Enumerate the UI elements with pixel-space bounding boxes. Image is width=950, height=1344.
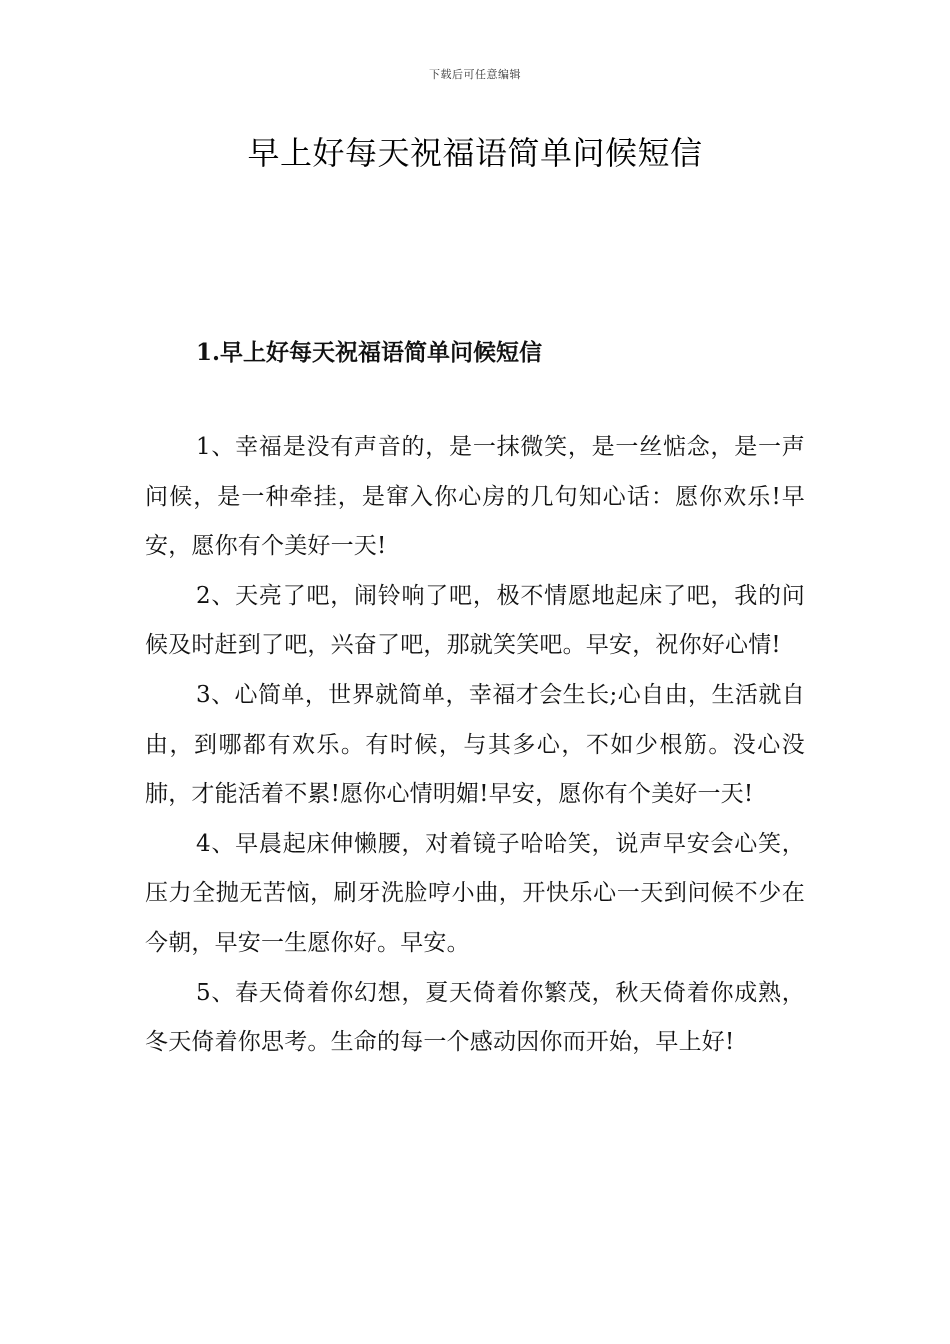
paragraph-1: 1、幸福是没有声音的，是一抹微笑，是一丝惦念，是一声问候，是一种牵挂，是窜入你心房的几句知心话：愿你欢乐!早安，愿你有个美好一天! — [145, 434, 805, 560]
paragraph-4: 4、早晨起床伸懒腰，对着镜子哈哈笑，说声早安会心笑，压力全抛无苦恼，刷牙洗脸哼小曲，开快乐心一天到问候不少在今朝，早安一生愿你好。早安。 — [145, 830, 805, 956]
document-title: 早上好每天祝福语简单问候短信 — [247, 134, 703, 172]
header-note: 下载后可任意编辑 — [429, 68, 521, 81]
paragraph-5: 5、春天倚着你幻想，夏天倚着你繁茂，秋天倚着你成熟，冬天倚着你思考。生命的每一个感动因你而开始，早上好! — [145, 979, 805, 1056]
section-heading: 1.早上好每天祝福语简单问候短信 — [196, 339, 543, 366]
paragraph-2: 2、天亮了吧，闹铃响了吧，极不情愿地起床了吧，我的问候及时赶到了吧，兴奋了吧，那就笑笑吧。早安，祝你好心情! — [145, 582, 805, 659]
paragraph-3: 3、心简单，世界就简单，幸福才会生长;心自由，生活就自由，到哪都有欢乐。有时候，与其多心，不如少根筋。没心没肺，才能活着不累!愿你心情明媚!早安，愿你有个美好一天! — [145, 681, 805, 808]
document-body — [145, 423, 805, 1068]
